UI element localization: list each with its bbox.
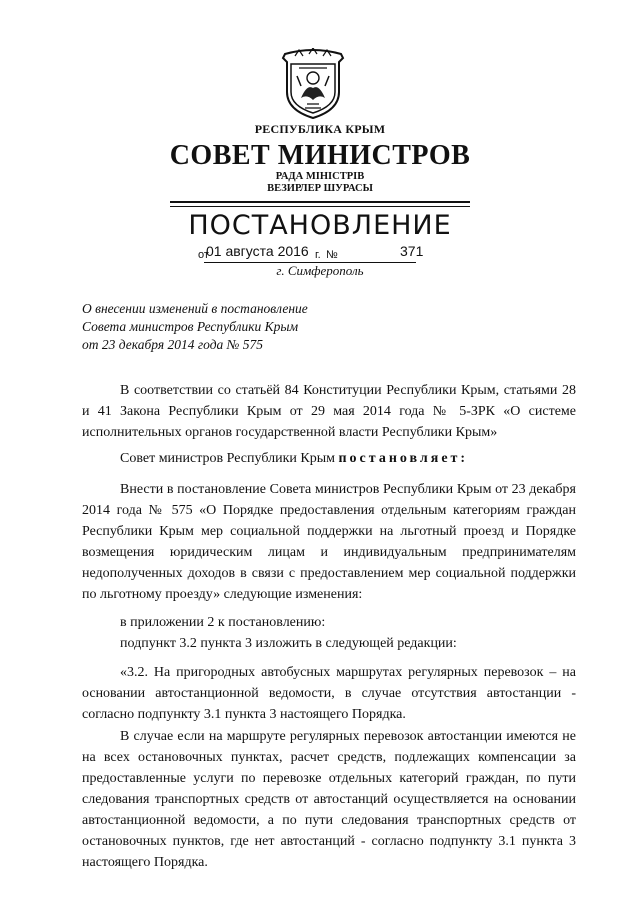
resolution-lead: Совет министров Республики Крым	[120, 451, 339, 466]
council-name-crimean-tatar: ВЕЗИРЛЕР ШУРАСЫ	[267, 183, 373, 194]
resolution-paragraph	[82, 448, 576, 469]
subclause-reference: подпункт 3.2 пункта 3 изложить в следующей редакции:	[120, 636, 457, 651]
number-sign: №	[326, 249, 338, 261]
council-name: СОВЕТ МИНИСТРОВ	[169, 140, 471, 171]
subject-line: от 23 декабря 2014 года № 575	[82, 337, 263, 352]
council-name-translations	[0, 171, 640, 195]
amendment-paragraph: Внести в постановление Совета министров Республики Крым от 23 декабря 2014 года № 575 «О Порядке предоставления отдельным категориям граждан Республики Крым мер социальной поддержки на льготный проезд и Порядке возмещения юридическим лицам и индивидуальным предпринимателям недополученных доходов в связи с предоставлением мер социальной поддержки по льготному проезду» следующие изменения:	[82, 482, 576, 602]
city: г. Симферополь	[276, 263, 364, 278]
subject-line: Совета министров Республики Крым	[82, 319, 299, 334]
subject-line: О внесении изменений в постановление	[82, 301, 308, 316]
date-prefix: от	[198, 249, 209, 261]
header-divider-thin	[170, 206, 470, 207]
year-suffix: г.	[315, 249, 321, 261]
document-number: 371	[400, 243, 424, 259]
document-date-number-row	[198, 243, 430, 265]
council-name-ukrainian: РАДА МІНІСТРІВ	[275, 171, 365, 182]
document-type-title: ПОСТАНОВЛЕНИЕ	[188, 210, 452, 241]
document-date: 01 августа 2016	[206, 243, 309, 259]
amended-clause-paragraph: «3.2. На пригородных автобусных маршрутах регулярных перевозок – на основании автостанционной ведомости, в случае отсутствия автостанции - согласно подпункту 3.1 пункта 3 настоящего Порядка.	[82, 665, 576, 722]
resolution-keyword: постановляет:	[338, 451, 469, 466]
document-subject	[82, 300, 382, 354]
appendix-reference: в приложении 2 к постановлению:	[120, 615, 326, 630]
republic-name: РЕСПУБЛИКА КРЫМ	[254, 122, 386, 136]
amended-clause-continuation: В случае если на маршруте регулярных перевозок автостанции имеются не на всех остановочных пунктах, расчет средств, подлежащих компенсации за предоставленные услуги по перевозке отдельных категорий граждан, по пути следования транспортных средств от автостанций осуществляется на основании автостанционной ведомости, а по пути следования транспортных средств от остановочных пунктов, где нет автостанций - согласно подпункту 3.1 пункта 3 настоящего Порядка.	[82, 729, 576, 870]
preamble-paragraph: В соответствии со статьёй 84 Конституции Республики Крым, статьями 28 и 41 Закона Республики Крым от 29 мая 2014 года № 5-ЗРК «О системе исполнительных органов государственной власти Республики Крым»	[82, 383, 576, 440]
coat-of-arms-emblem-icon	[277, 48, 349, 120]
header-divider-thick	[170, 201, 470, 203]
